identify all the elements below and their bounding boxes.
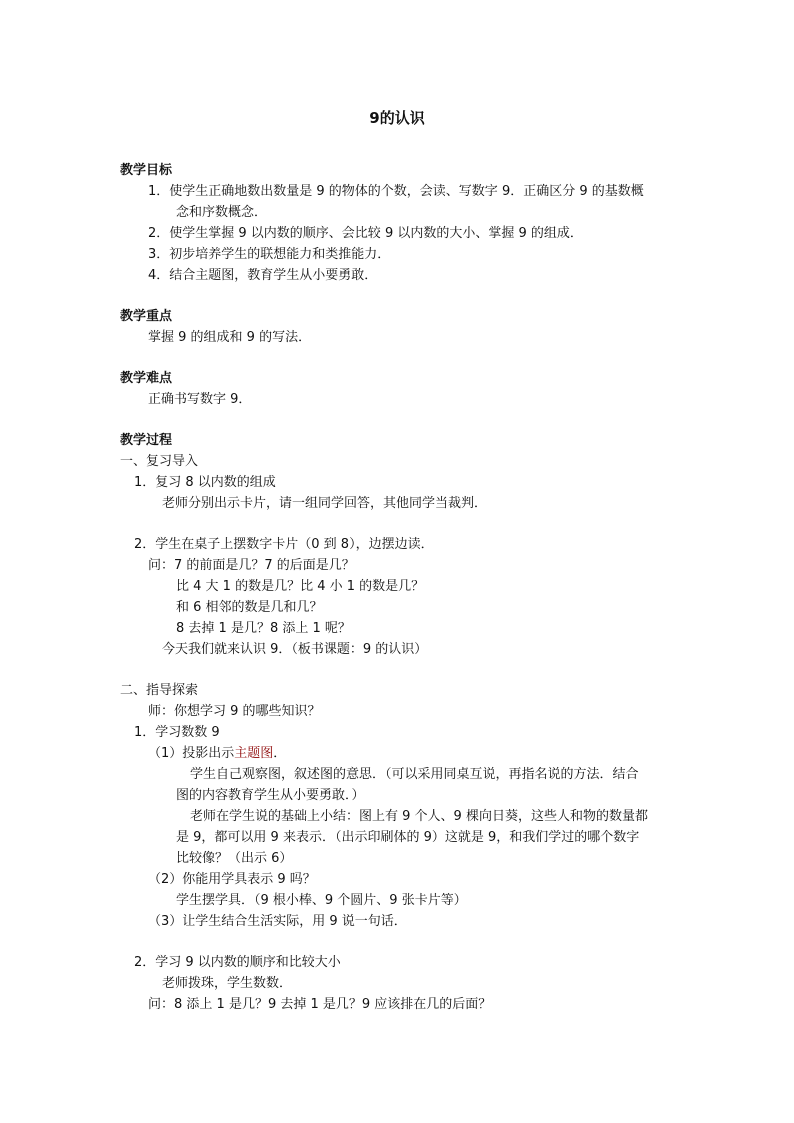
sub-step-1-suffix: ． xyxy=(273,746,287,761)
teaching-key-heading: 教学重点 xyxy=(120,309,173,324)
teaching-process-heading: 教学过程 xyxy=(120,433,173,448)
page-title: 9的认识 xyxy=(369,109,425,127)
lesson-intro-line: 今天我们就来认识 9．（板书课题：9 的认识） xyxy=(162,642,428,657)
step-order-question: 问：8 添上 1 是几？9 去掉 1 是几？9 应该排在几的后面？ xyxy=(148,997,492,1012)
step-number-cards: 2．学生在桌子上摆数字卡片（0 到 8），边摆边读． xyxy=(134,537,434,552)
question-line-1: 问：7 的前面是几？7 的后面是几？ xyxy=(148,558,355,573)
goal-item-1-continued: 念和序数概念． xyxy=(176,205,268,220)
teaching-difficulty-text: 正确书写数字 9． xyxy=(148,392,252,407)
teaching-key-text: 掌握 9 的组成和 9 的写法． xyxy=(148,330,312,345)
sub-step-1-line-d: 是 9，都可以用 9 来表示．（出示印刷体的 9）这就是 9，和我们学过的哪个数字 xyxy=(176,830,640,845)
step-review-composition: 1．复习 8 以内数的组成 xyxy=(134,475,276,490)
sub-step-1 xyxy=(148,743,286,764)
teaching-goals-heading: 教学目标 xyxy=(120,163,173,178)
goal-item-2: 2．使学生掌握 9 以内数的顺序、会比较 9 以内数的大小、掌握 9 的组成． xyxy=(148,226,583,241)
goal-item-3: 3．初步培养学生的联想能力和类推能力． xyxy=(148,247,391,262)
step-order-line-a: 老师拨珠，学生数数． xyxy=(162,976,293,991)
question-line-2: 比 4 大 1 的数是几？比 4 小 1 的数是几？ xyxy=(176,579,425,594)
step-learn-counting-9: 1．学习数数 9 xyxy=(134,725,220,740)
teacher-question: 师：你想学习 9 的哪些知识？ xyxy=(148,704,321,719)
section-guided-exploration: 二、指导探索 xyxy=(120,683,199,698)
question-line-4: 8 去掉 1 是几？8 添上 1 呢？ xyxy=(176,621,351,636)
sub-step-2-line-a: 学生摆学具．（9 根小棒、9 个圆片、9 张卡片等） xyxy=(176,893,467,908)
step-review-composition-text: 老师分别出示卡片，请一组同学回答，其他同学当裁判． xyxy=(162,496,488,511)
goal-item-1: 1．使学生正确地数出数量是 9 的物体的个数，会读、写数字 9．正确区分 9 的基数概 xyxy=(148,184,644,199)
sub-step-2: （2）你能用学具表示 9 吗？ xyxy=(148,872,316,887)
sub-step-1-line-e: 比较像？（出示 6） xyxy=(176,851,293,866)
section-review-intro: 一、复习导入 xyxy=(120,454,199,469)
sub-step-1-line-a: 学生自己观察图，叙述图的意思．（可以采用同桌互说，再指名说的方法．结合 xyxy=(190,767,639,782)
goal-item-4: 4．结合主题图，教育学生从小要勇敢． xyxy=(148,268,378,283)
sub-step-1-line-c: 老师在学生说的基础上小结：图上有 9 个人、9 棵向日葵，这些人和物的数量都 xyxy=(190,809,648,824)
teaching-difficulty-heading: 教学难点 xyxy=(120,371,173,386)
sub-step-1-prefix: （1）投影出示 xyxy=(148,746,235,761)
sub-step-3: （3）让学生结合生活实际，用 9 说一句话． xyxy=(148,914,407,929)
question-line-3: 和 6 相邻的数是几和几？ xyxy=(176,600,323,615)
theme-picture-link[interactable]: 主题图 xyxy=(234,746,274,761)
sub-step-1-line-b: 图的内容教育学生从小要勇敢．） xyxy=(176,788,365,803)
step-order-and-compare: 2．学习 9 以内数的顺序和比较大小 xyxy=(134,955,341,970)
